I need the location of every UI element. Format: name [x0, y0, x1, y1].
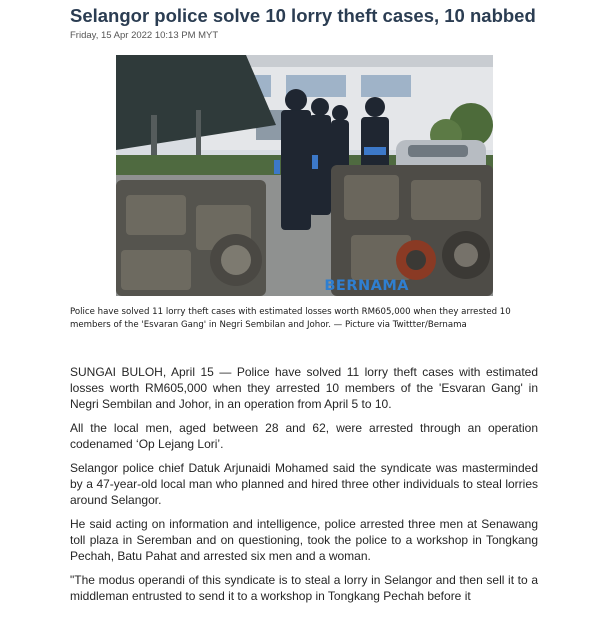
- article-body: [70, 364, 538, 612]
- caption-line: Police have solved 11 lorry theft cases with estimated losses worth RM605,000 when they arrested 10: [70, 307, 511, 317]
- article-paragraph: Selangor police chief Datuk Arjunaidi Mohamed said the syndicate was masterminded by a 47-year-old local man who planned and hired three other individuals to steal lorries around Selangor.: [70, 461, 538, 507]
- police-photo-illustration: [116, 55, 493, 296]
- article-paragraph: SUNGAI BULOH, April 15 — Police have solved 11 lorry theft cases with estimated losses worth RM605,000 when they arrested 10 members of the 'Esvaran Gang' in Negri Sembilan and Johor, in an operation from April 5 to 10.: [70, 365, 538, 411]
- caption-line: members of the 'Esvaran Gang' in Negri Sembilan and Johor. — Picture via Twittter/Bernama: [70, 320, 467, 330]
- article-headline: Selangor police solve 10 lorry theft cases, 10 nabbed: [70, 5, 536, 26]
- photo-caption: [70, 306, 540, 332]
- article-photo: [116, 55, 493, 296]
- bernama-watermark: BERNAMA: [324, 278, 409, 294]
- article-paragraph: He said acting on information and intelligence, police arrested three men at Senawang toll plaza in Seremban and on questioning, took the police to a workshop in Tongkang Pechah, Batu Pahat and arrested six men and a woman.: [70, 517, 538, 563]
- article-paragraph: "The modus operandi of this syndicate is to steal a lorry in Selangor and then sell it to a middleman entrusted to send it to a workshop in Tongkang Pechah before it: [70, 573, 538, 603]
- news-article: [70, 0, 540, 603]
- article-dateline: Friday, 15 Apr 2022 10:13 PM MYT: [70, 30, 219, 41]
- article-paragraph: All the local men, aged between 28 and 62, were arrested through an operation codenamed ‘Op Lejang Lori’.: [70, 421, 538, 451]
